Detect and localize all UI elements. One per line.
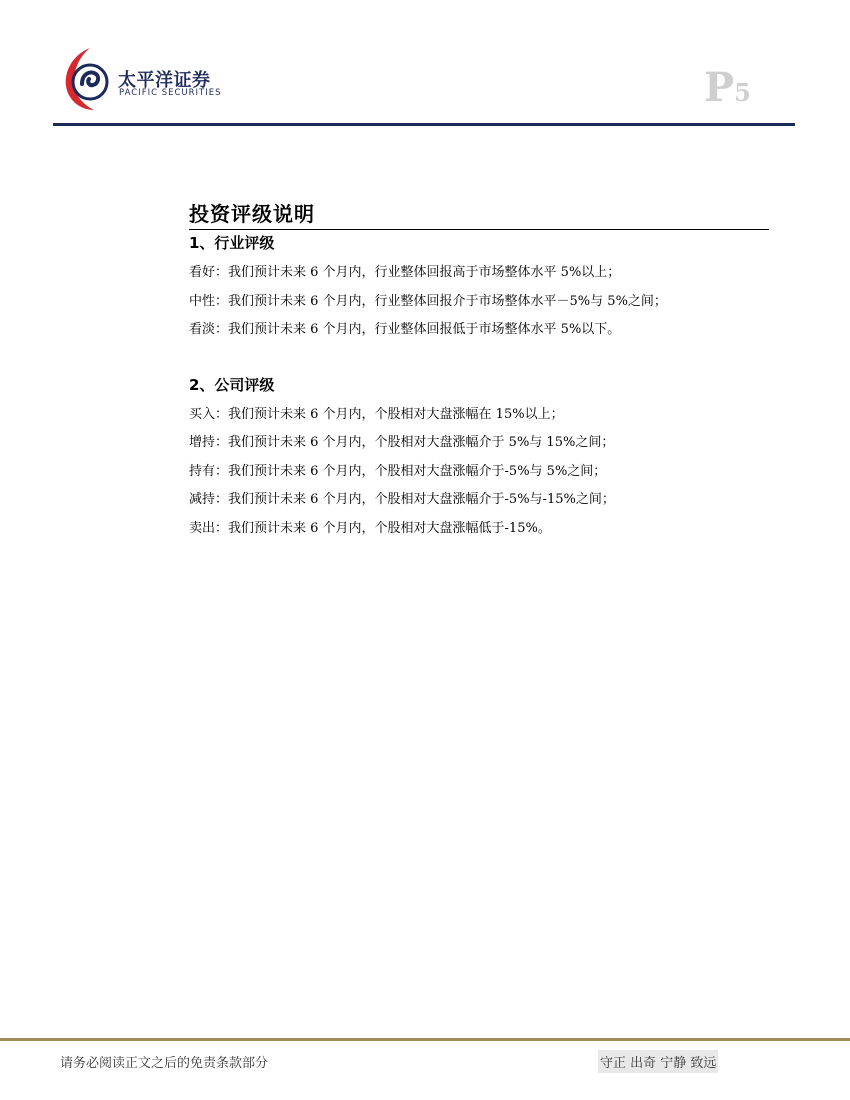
- rating-explanation-section: [189, 200, 769, 543]
- page-number: [704, 64, 751, 111]
- section-title: 投资评级说明: [189, 200, 769, 230]
- company-rating-item: 持有：我们预计未来 6 个月内，个股相对大盘涨幅介于-5%与 5%之间；: [189, 463, 607, 479]
- industry-rating-item: 中性：我们预计未来 6 个月内，行业整体回报介于市场整体水平－5%与 5%之间；: [189, 293, 667, 309]
- footer-disclaimer: 请务必阅读正文之后的免责条款部分: [60, 1056, 269, 1071]
- company-rating-item: 卖出：我们预计未来 6 个月内，个股相对大盘涨幅低于-15%。: [189, 520, 551, 536]
- industry-rating-item: 看好：我们预计未来 6 个月内，行业整体回报高于市场整体水平 5%以上；: [189, 265, 621, 280]
- company-rating-heading: 2、公司评级: [189, 375, 275, 394]
- footer-divider: [0, 1038, 850, 1041]
- industry-rating-item: 看淡：我们预计未来 6 个月内，行业整体回报低于市场整体水平 5%以下。: [189, 322, 621, 337]
- pacific-securities-logo-icon: [60, 44, 116, 114]
- footer-motto: 守正 出奇 宁静 致远: [598, 1050, 718, 1073]
- company-logo: [60, 44, 220, 114]
- company-rating-item: 减持：我们预计未来 6 个月内，个股相对大盘涨幅介于-5%与-15%之间；: [189, 492, 615, 507]
- company-rating-item: 买入：我们预计未来 6 个月内，个股相对大盘涨幅在 15%以上；: [189, 406, 564, 422]
- header-divider: [53, 123, 795, 126]
- company-rating-item: 增持：我们预计未来 6 个月内，个股相对大盘涨幅介于 5%与 15%之间；: [189, 435, 615, 450]
- page-number-letter: P: [704, 64, 735, 111]
- page-number-digit: 5: [734, 78, 751, 107]
- logo-chinese-name: 太平洋证券: [118, 70, 211, 91]
- logo-english-name: PACIFIC SECURITIES: [119, 88, 222, 98]
- industry-rating-heading: 1、行业评级: [189, 234, 275, 252]
